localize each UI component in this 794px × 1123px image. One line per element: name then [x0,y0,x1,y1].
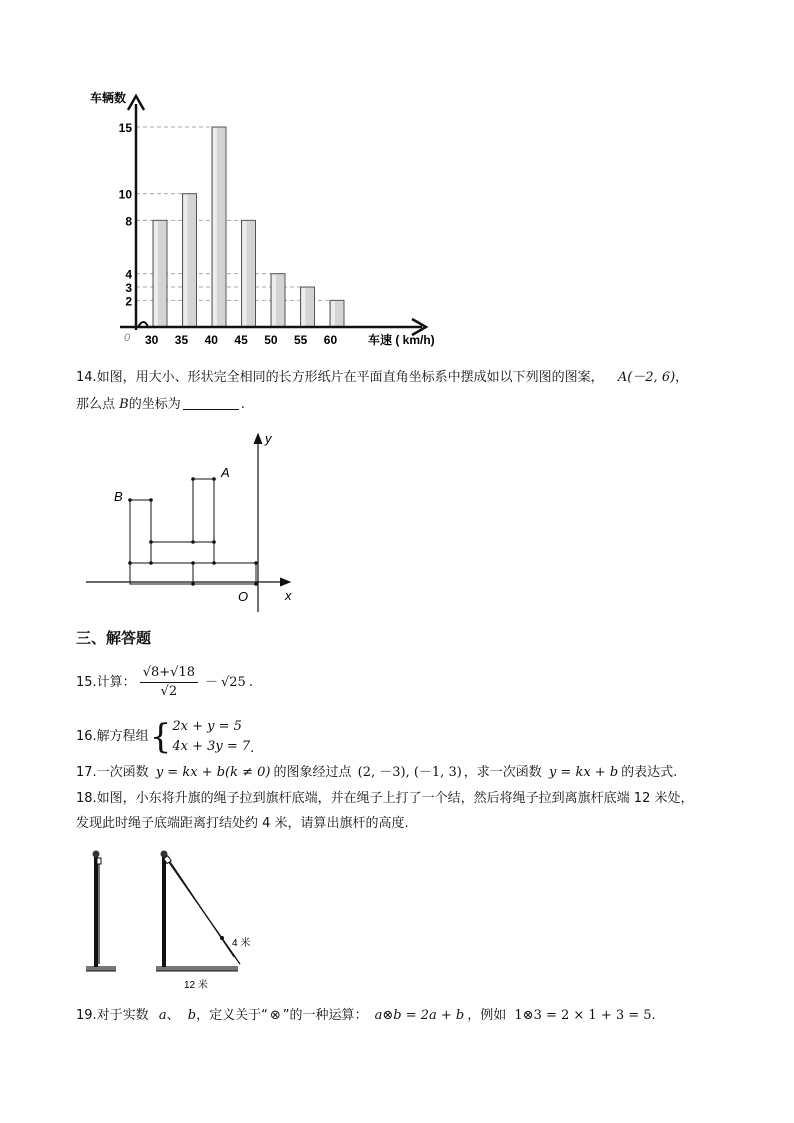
origin-label: 0 [124,332,131,344]
bar-highlight-30 [154,221,158,326]
q14-text-c: 那么点 [76,397,116,412]
q15-num-a: √8 [142,665,160,680]
q14-line2 [76,396,245,414]
q14-line1 [76,369,688,387]
y-tick-10: 10 [118,187,132,202]
speed-bar-chart [90,84,460,354]
bar-highlight-60 [331,301,335,326]
q19-def: a⊗b = 2a + b [374,1008,465,1023]
q18-line2: 发现此时绳子底端距离打结处约 4 米，请算出旗杆的高度. [76,816,409,831]
q14-label-a: A [221,465,230,480]
q15-denominator: √2 [160,684,178,699]
q14-label-b: B [114,489,123,504]
q16-eq1: 2x + y = 5 [172,719,242,734]
q14-text-b: ， [675,370,689,385]
q17-func: y = kx + b(k ≠ 0) [155,765,271,780]
bar-highlight-55 [302,288,306,326]
x-tick-40: 40 [204,333,218,347]
bar-highlight-35 [184,195,188,326]
q19-text-b: ，定义关于“ [196,1008,268,1023]
y-tick-2: 2 [125,294,132,309]
q15-minus: － [204,674,218,690]
q17-text-b: 的图象经过点 [273,765,352,780]
q14-rect-bottom-left [130,563,193,584]
x-tick-30: 30 [145,333,159,347]
q14-y-arrow [254,434,262,444]
q14-point-a: A(－2, 6) [617,370,676,385]
section-title: 三、解答题 [76,629,152,647]
q14-label-x: x [285,588,292,603]
q16-end: . [250,741,255,756]
rope-knot [220,936,224,940]
x-tick-35: 35 [174,333,189,347]
q14-rectangles [130,479,256,584]
q14-text-d: 的坐标为 [128,397,181,412]
q14-rect-bottom-right [193,563,256,584]
q15-plus: + [159,665,171,680]
label-4m: 4 米 [232,938,251,949]
q19 [76,1007,656,1025]
q15 [76,664,253,701]
q16-brace: { [149,717,172,757]
q14-text-a: 14.如图，用大小、形状完全相同的长方形纸片在平面直角坐标系中摆成如以下列图的图案， [76,370,604,385]
bar-highlight-50 [272,275,276,326]
q14-text-e: . [240,397,245,412]
q17 [76,764,677,782]
x-tick-55: 55 [294,333,308,347]
q16-system [172,717,250,757]
q16-eq2: 4x + 3y = 7 [172,739,251,754]
q15-end: . [248,674,253,690]
q16-prefix: 16.解方程组 [76,729,149,744]
y-tick-8: 8 [125,214,132,229]
y-tick-4: 4 [125,267,132,282]
q19-text-d: ，例如 [467,1008,507,1023]
q18-flagpole-figure [84,846,264,992]
q14-rect-a [193,479,214,542]
q15-num-b: √18 [170,665,195,680]
q15-fraction [140,664,198,701]
q17-text-c: ，求一次函数 [463,765,542,780]
q14-x-arrow [280,578,290,586]
y-tick-3: 3 [125,281,132,295]
x-tick-50: 50 [264,333,278,347]
q14-rect-b [130,500,151,563]
q14-rectangle-figure [80,428,310,618]
q14-point-b: B [119,397,129,412]
q17-points: (2, －3), (－1, 3) [357,765,462,780]
q14-label-o: O [238,589,249,604]
x-tick-60: 60 [323,333,338,347]
q14-label-y: y [265,431,272,446]
right-ground [156,966,238,971]
left-ground [86,966,116,971]
x-tick-45: 45 [234,333,248,347]
q17-text-d: 的表达式. [621,765,678,780]
q19-sep: 、 [166,1008,180,1023]
bar-highlight-40 [213,128,217,326]
q14-rect-middle [151,542,214,563]
label-12m: 12 米 [184,980,208,991]
q17-text-a: 17.一次函数 [76,765,149,780]
q15-numerator [140,664,198,683]
y-axis-label: 车辆数 [90,91,127,105]
q15-tail: √25 [221,674,246,690]
q15-prefix: 15.计算： [76,674,136,690]
q14-answer-blank [183,396,239,410]
x-axis-label: 车速 ( km/h) [368,333,435,347]
q19-example: 1⊗3 = 2 × 1 + 3 = 5. [514,1008,656,1023]
q19-text-c: ”的一种运算： [282,1008,368,1023]
q16 [76,716,254,758]
q19-text-a: 19.对于实数 [76,1008,149,1023]
bar-highlight-45 [243,221,247,326]
q19-var-a: a [158,1008,167,1023]
q19-var-b: b [187,1008,197,1023]
q19-op: ⊗ [269,1008,281,1023]
y-tick-15: 15 [118,121,132,135]
q17-func2: y = kx + b [548,765,619,780]
q18-line1: 18.如图，小东将升旗的绳子拉到旗杆底端，并在绳子上打了一个结，然后将绳子拉到离旗杆底端 12 米处， [76,791,694,806]
